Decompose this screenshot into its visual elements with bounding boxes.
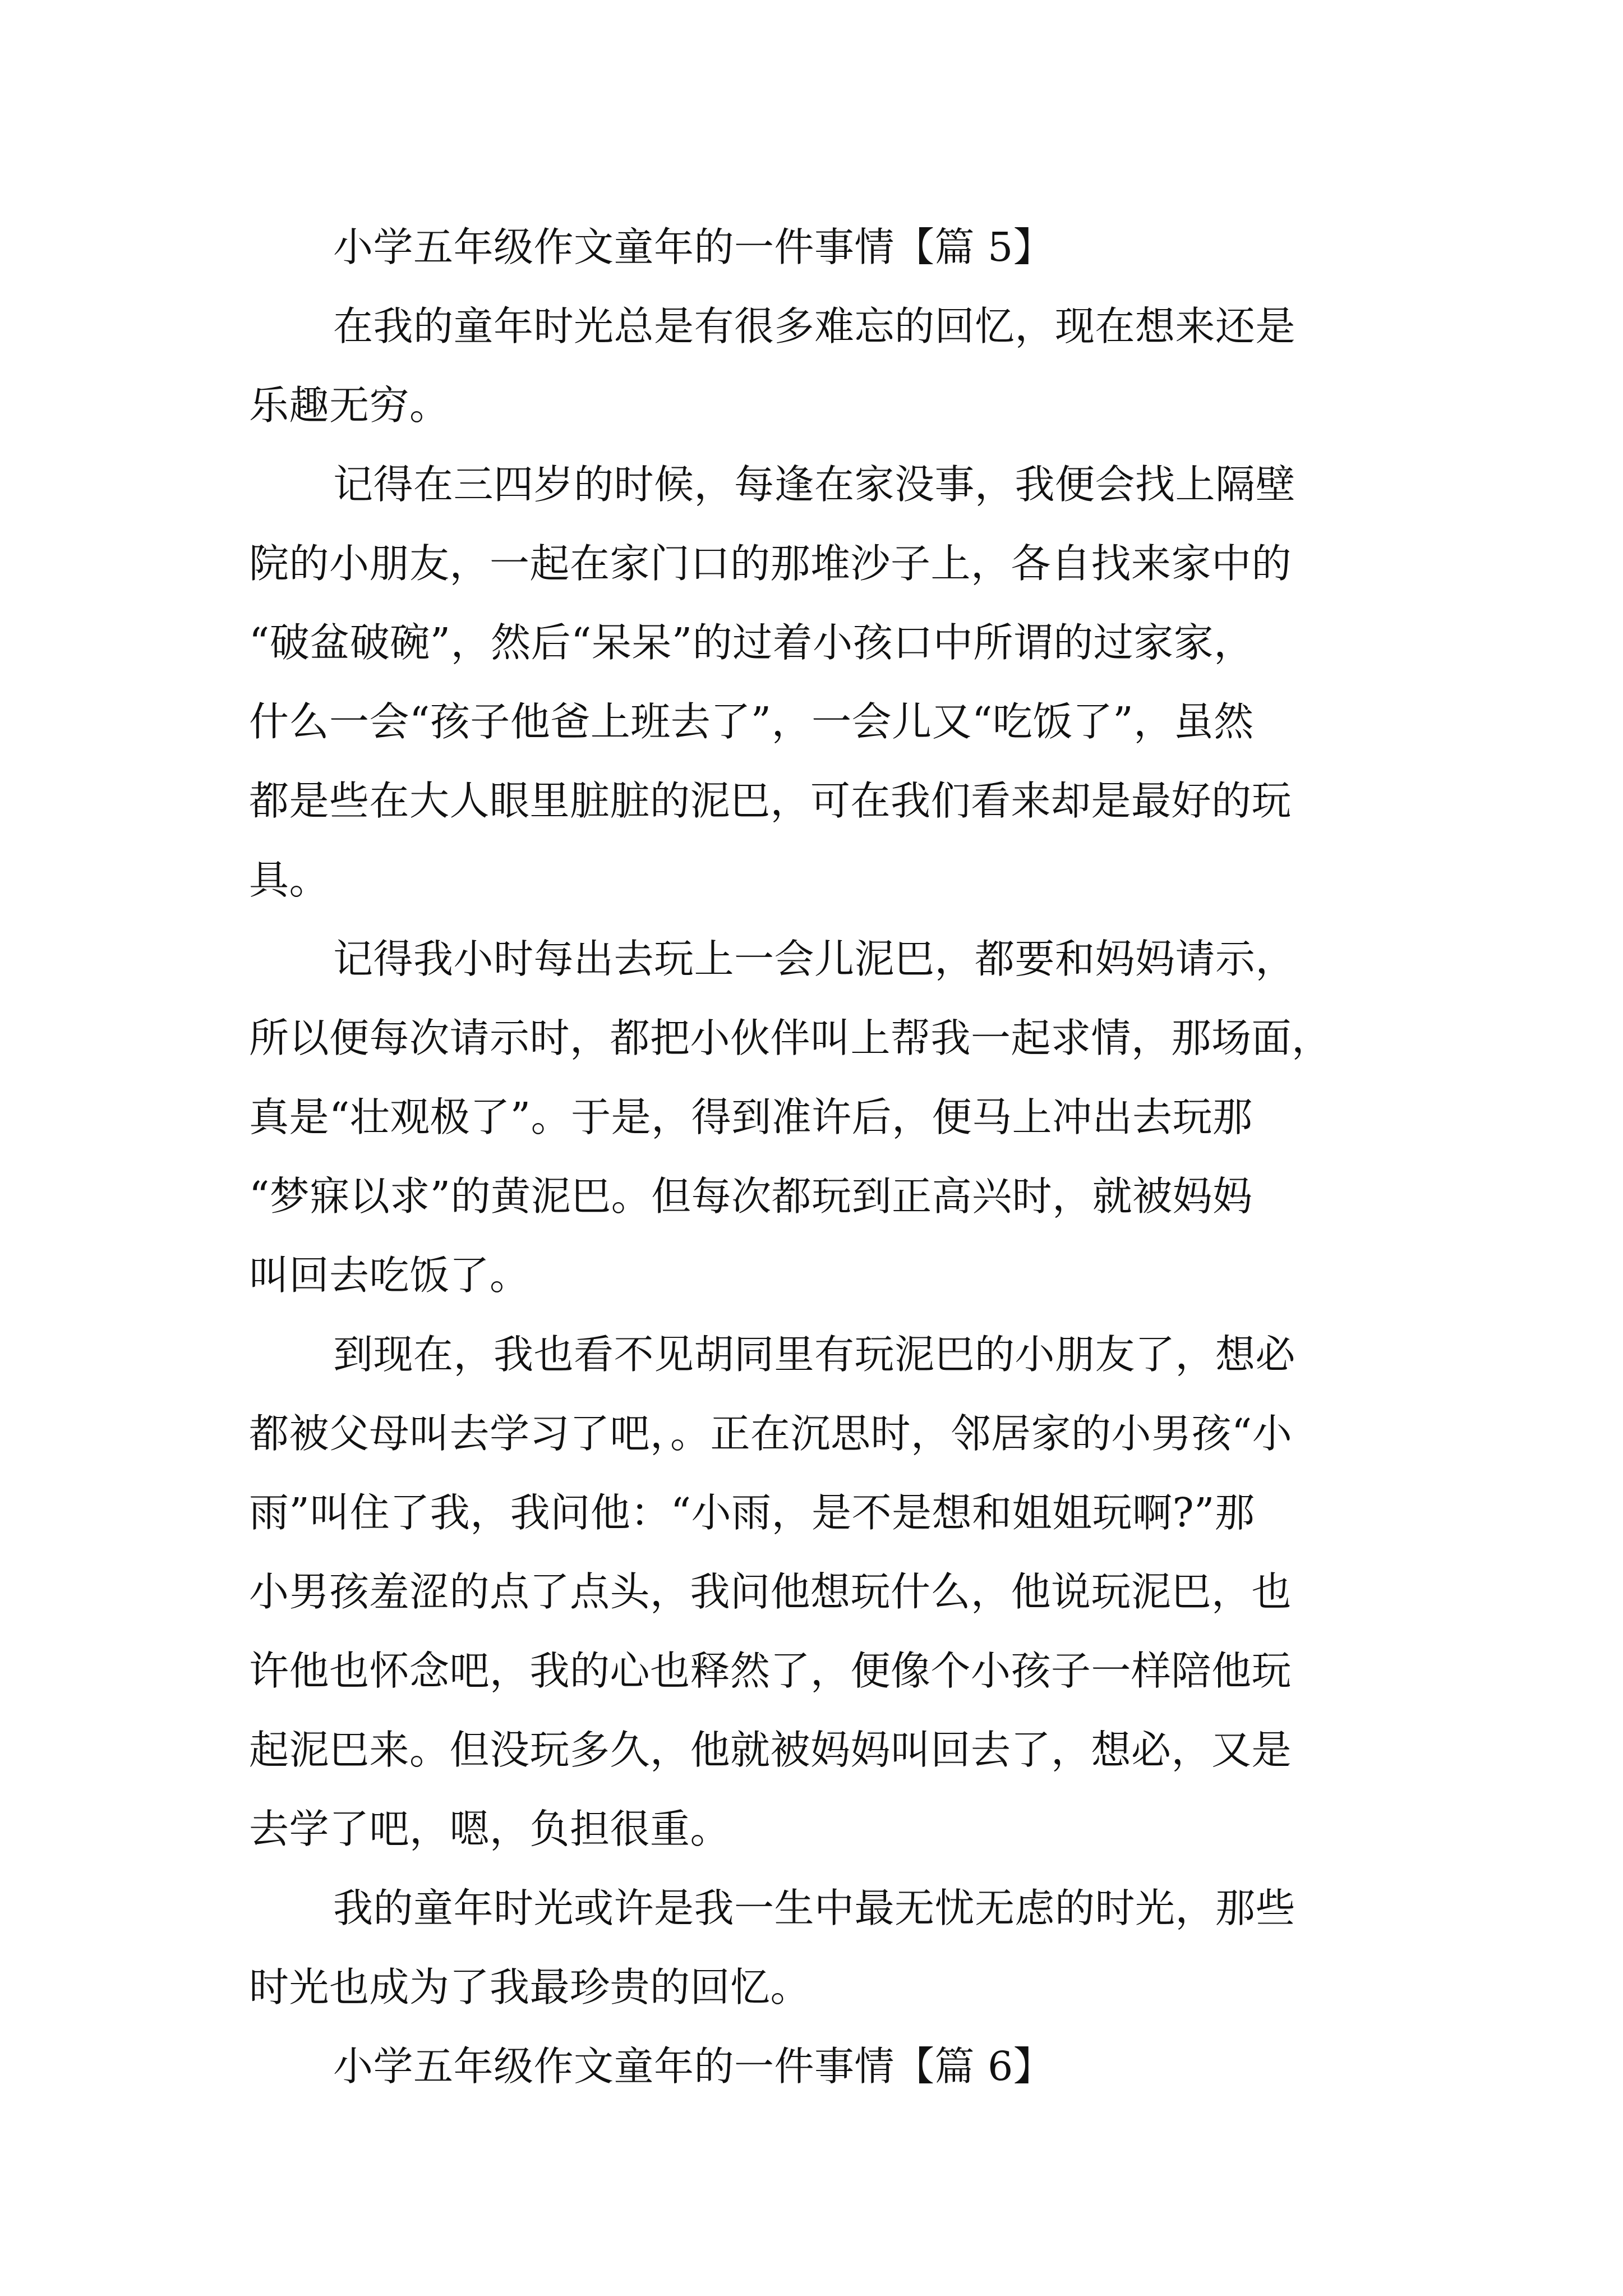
text-line: 时光也成为了我最珍贵的回忆。: [249, 1964, 811, 2010]
document-body: [249, 208, 1387, 2106]
text-line: 在我的童年时光总是有很多难忘的回忆，现在想来还是: [333, 303, 1296, 349]
text-line: 许他也怀念吧，我的心也释然了，便像个小孩子一样陪他玩: [249, 1648, 1292, 1694]
text-line: 都被父母叫去学习了吧，。正在沉思时，邻居家的小男孩“小: [249, 1410, 1293, 1457]
text-line: 我的童年时光或许是我一生中最无忧无虑的时光，那些: [333, 1885, 1296, 1931]
text-line: 真是“壮观极了”。于是，得到准许后，便马上冲出去玩那: [249, 1094, 1253, 1140]
section-heading-6: 小学五年级作文童年的一件事情【篇 6】: [333, 2043, 1054, 2090]
text-line: 到现在，我也看不见胡同里有玩泥巴的小朋友了，想必: [333, 1331, 1296, 1378]
text-line: 具。: [249, 857, 330, 903]
text-line: 院的小朋友，一起在家门口的那堆沙子上，各自找来家中的: [249, 540, 1292, 587]
text-line: 都是些在大人眼里脏脏的泥巴，可在我们看来却是最好的玩: [249, 777, 1292, 824]
text-line: 乐趣无穷。: [249, 382, 450, 429]
text-line: 雨”叫住了我，我问他：“小雨，是不是想和姐姐玩啊?”那: [249, 1489, 1255, 1536]
text-line: “破盆破碗”，然后“呆呆”的过着小孩口中所谓的过家家，: [249, 619, 1254, 666]
text-line: 去学了吧，嗯，负担很重。: [249, 1806, 731, 1852]
text-line: 什么一会“孩子他爸上班去了”，一会儿又“吃饭了”，虽然: [249, 698, 1254, 745]
section-heading-5: 小学五年级作文童年的一件事情【篇 5】: [333, 224, 1054, 270]
text-line: 记得我小时每出去玩上一会儿泥巴，都要和妈妈请示，: [333, 936, 1296, 982]
text-line: 记得在三四岁的时候，每逢在家没事，我便会找上隔壁: [333, 461, 1296, 508]
text-line: “梦寐以求”的黄泥巴。但每次都玩到正高兴时，就被妈妈: [249, 1173, 1253, 1220]
text-line: 叫回去吃饭了。: [249, 1252, 530, 1299]
text-line: 起泥巴来。但没玩多久，他就被妈妈叫回去了，想必，又是: [249, 1727, 1292, 1773]
text-line: 小男孩羞涩的点了点头，我问他想玩什么，他说玩泥巴，也: [249, 1568, 1292, 1615]
text-line: 所以便每次请示时，都把小伙伴叫上帮我一起求情，那场面，: [249, 1015, 1332, 1061]
